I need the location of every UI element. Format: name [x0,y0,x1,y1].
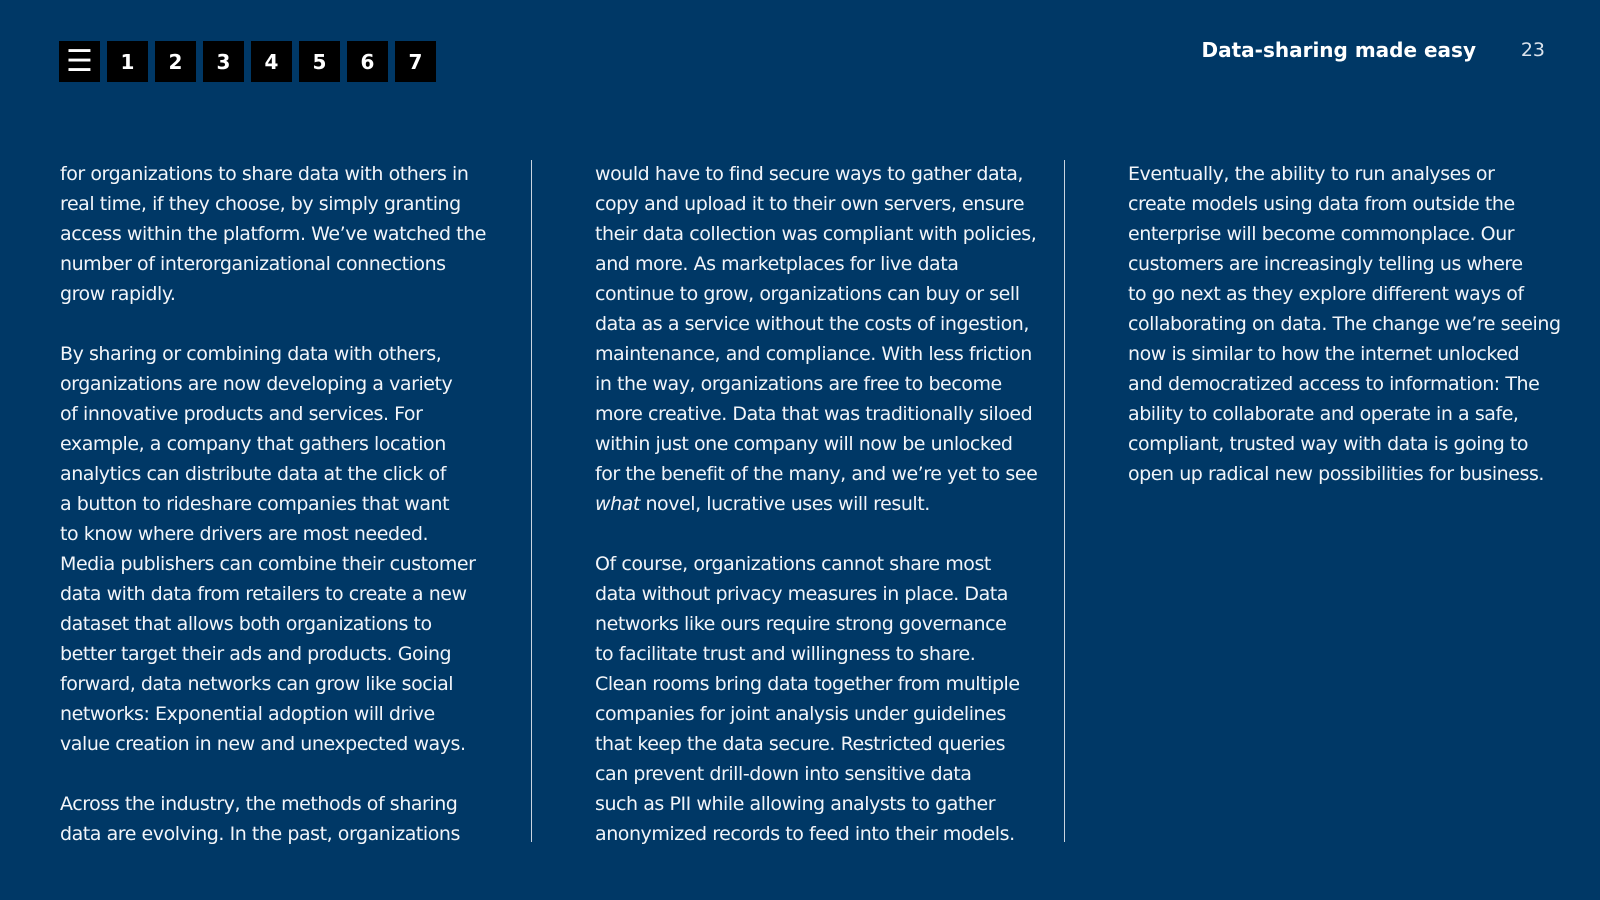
text-line: create models using data from outside the [1128,193,1515,215]
text-line: of innovative products and services. For [60,403,423,425]
text-line: to go next as they explore different ways of [1128,283,1524,305]
text-line: such as PII while allowing analysts to gather [595,793,996,815]
text-line: collaborating on data. The change we’re seeing [1128,313,1561,335]
text-line: Clean rooms bring data together from multiple [595,673,1020,695]
text-line: customers are increasingly telling us where [1128,253,1523,275]
text-line: their data collection was compliant with policies, [595,223,1037,245]
text-line: Across the industry, the methods of sharing [60,793,458,815]
text-line: data with data from retailers to create a new [60,583,467,605]
text-line: that keep the data secure. Restricted queries [595,733,1006,755]
paragraph [60,339,486,759]
text-line: ability to collaborate and operate in a safe, [1128,403,1519,425]
text-line: for the benefit of the many, and we’re yet to see [595,463,1038,485]
text-line: forward, data networks can grow like social [60,673,454,695]
text-line: compliant, trusted way with data is going to [1128,433,1529,455]
paragraph [60,159,486,309]
text-line: real time, if they choose, by simply granting [60,193,461,215]
paragraph [595,549,1037,849]
page-navigation [59,41,436,82]
column-divider [531,160,532,842]
text-line: now is similar to how the internet unlocked [1128,343,1520,365]
column-divider [1064,160,1065,842]
text-line: Media publishers can combine their customer [60,553,476,575]
text-line: grow rapidly. [60,283,176,305]
emphasis-text: what [595,493,640,515]
text-line-rest: novel, lucrative uses will result. [639,493,930,515]
text-line: data without privacy measures in place. Data [595,583,1008,605]
text-line: in the way, organizations are free to become [595,373,1002,395]
nav-page-2-button[interactable]: 2 [155,41,196,82]
page-number: 23 [1520,39,1545,61]
text-line: can prevent drill-down into sensitive data [595,763,972,785]
text-line: data are evolving. In the past, organizations [60,823,460,845]
text-line: a button to rideshare companies that want [60,493,450,515]
text-line: would have to find secure ways to gather data, [595,163,1024,185]
text-line: and more. As marketplaces for live data [595,253,959,275]
text-line: access within the platform. We’ve watched the [60,223,486,245]
paragraph [60,789,486,849]
text-line: networks like ours require strong governance [595,613,1007,635]
text-line: enterprise will become commonplace. Our [1128,223,1515,245]
text-column-1 [60,159,486,849]
text-line: maintenance, and compliance. With less friction [595,343,1032,365]
text-line: open up radical new possibilities for business. [1128,463,1544,485]
text-line: copy and upload it to their own servers, ensure [595,193,1025,215]
text-line: value creation in new and unexpected ways. [60,733,466,755]
text-line: to facilitate trust and willingness to share. [595,643,976,665]
text-line: for organizations to share data with others in [60,163,469,185]
text-line: number of interorganizational connections [60,253,446,275]
nav-page-1-button[interactable]: 1 [107,41,148,82]
nav-page-5-button[interactable]: 5 [299,41,340,82]
text-line [595,489,1037,519]
text-line: to know where drivers are most needed. [60,523,429,545]
text-line: companies for joint analysis under guidelines [595,703,1006,725]
text-column-2 [595,159,1037,849]
text-line: data as a service without the costs of ingestion, [595,313,1029,335]
text-line: Eventually, the ability to run analyses or [1128,163,1495,185]
text-line: continue to grow, organizations can buy or sell [595,283,1020,305]
text-line: organizations are now developing a variety [60,373,453,395]
nav-page-7-button[interactable]: 7 [395,41,436,82]
section-title: Data-sharing made easy [1201,38,1476,62]
paragraph [595,159,1037,519]
text-line: Of course, organizations cannot share most [595,553,991,575]
text-line: and democratized access to information: The [1128,373,1540,395]
text-line: dataset that allows both organizations to [60,613,432,635]
nav-page-3-button[interactable]: 3 [203,41,244,82]
text-line: networks: Exponential adoption will drive [60,703,435,725]
text-line: more creative. Data that was traditionally siloed [595,403,1033,425]
nav-page-6-button[interactable]: 6 [347,41,388,82]
paragraph [1128,159,1561,489]
text-line: By sharing or combining data with others, [60,343,442,365]
hamburger-menu-icon[interactable]: ☰ [59,41,100,82]
text-column-3 [1128,159,1561,489]
text-line: better target their ads and products. Going [60,643,452,665]
text-line: analytics can distribute data at the click of [60,463,446,485]
text-line: anonymized records to feed into their models. [595,823,1015,845]
nav-page-4-button[interactable]: 4 [251,41,292,82]
text-line: within just one company will now be unlocked [595,433,1013,455]
text-line: example, a company that gathers location [60,433,446,455]
